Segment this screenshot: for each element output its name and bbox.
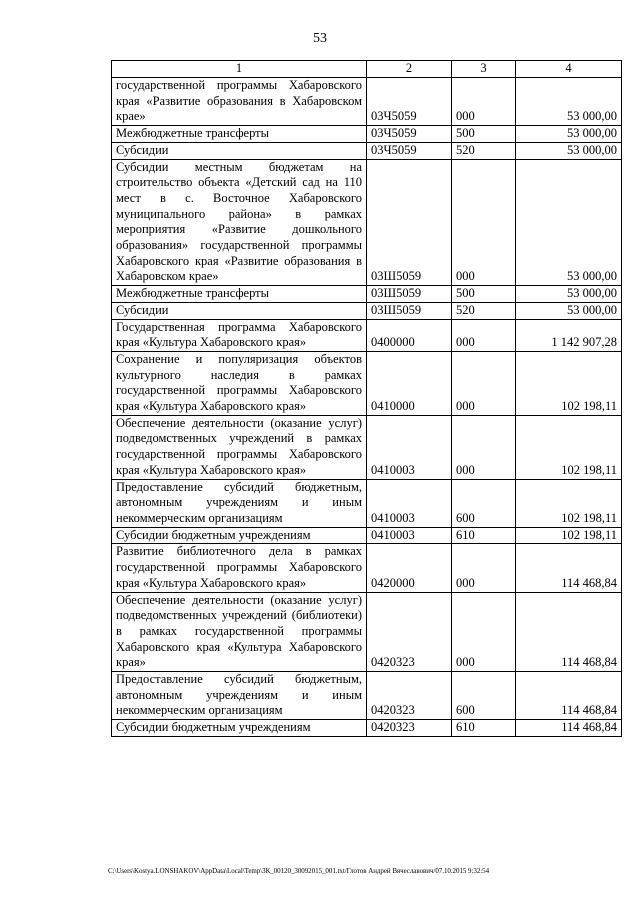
table-row — [112, 286, 622, 303]
row-amount: 53 000,00 — [516, 302, 622, 319]
row-amount: 53 000,00 — [516, 78, 622, 126]
row-expense-type: 520 — [452, 142, 516, 159]
budget-table — [111, 60, 622, 737]
row-amount: 114 468,84 — [516, 672, 622, 720]
row-amount: 102 198,11 — [516, 479, 622, 527]
row-expense-type: 600 — [452, 672, 516, 720]
table-row — [112, 351, 622, 415]
column-header-4: 4 — [516, 61, 622, 78]
row-target-code: 03Ш5059 — [367, 159, 452, 286]
table-row — [112, 159, 622, 286]
row-expense-type: 600 — [452, 479, 516, 527]
row-description: Предоставление субсидий бюджетным, автономным учреждениям и иным некоммерческим организациям — [112, 479, 367, 527]
row-target-code: 03Ч5059 — [367, 142, 452, 159]
row-expense-type: 000 — [452, 544, 516, 592]
row-expense-type: 610 — [452, 527, 516, 544]
table-row — [112, 78, 622, 126]
row-description: Государственная программа Хабаровского края «Культура Хабаровского края» — [112, 319, 367, 351]
row-expense-type: 000 — [452, 415, 516, 479]
row-target-code: 0420323 — [367, 592, 452, 672]
row-amount: 53 000,00 — [516, 159, 622, 286]
row-amount: 53 000,00 — [516, 286, 622, 303]
row-amount: 114 468,84 — [516, 720, 622, 737]
row-description: Межбюджетные трансферты — [112, 126, 367, 143]
row-amount: 114 468,84 — [516, 592, 622, 672]
row-amount: 1 142 907,28 — [516, 319, 622, 351]
row-expense-type: 000 — [452, 159, 516, 286]
row-description: Субсидии местным бюджетам на строительство объекта «Детский сад на 110 мест в с. Восточное Хабаровского муниципального района» в рамках мероприятия «Развитие дошкольного образования» государственной программы Хабаровского края «Развитие образования в Хабаровском крае» — [112, 159, 367, 286]
row-target-code: 03Ч5059 — [367, 78, 452, 126]
table-row — [112, 527, 622, 544]
row-expense-type: 000 — [452, 351, 516, 415]
table-row — [112, 142, 622, 159]
table-header-row — [112, 61, 622, 78]
footer-file-path: C:\Users\Kostya.LONSHAKOV\AppData\Local\Temp\3К_00120_30092015_001.txt/Глотов Андрей Вячеславович/07.10.2015 9:32:54 — [108, 867, 490, 875]
row-description: Обеспечение деятельности (оказание услуг) подведомственных учреждений в рамках государственной программы Хабаровского края «Культура Хабаровского края» — [112, 415, 367, 479]
row-expense-type: 000 — [452, 592, 516, 672]
table-row — [112, 415, 622, 479]
row-target-code: 0420323 — [367, 672, 452, 720]
row-expense-type: 500 — [452, 286, 516, 303]
row-description: Субсидии бюджетным учреждениям — [112, 527, 367, 544]
row-amount: 102 198,11 — [516, 351, 622, 415]
row-expense-type: 500 — [452, 126, 516, 143]
row-description: Межбюджетные трансферты — [112, 286, 367, 303]
row-target-code: 0400000 — [367, 319, 452, 351]
row-target-code: 03Ш5059 — [367, 302, 452, 319]
row-description: Предоставление субсидий бюджетным, автономным учреждениям и иным некоммерческим организациям — [112, 672, 367, 720]
row-target-code: 03Ч5059 — [367, 126, 452, 143]
column-header-2: 2 — [367, 61, 452, 78]
row-target-code: 0410003 — [367, 415, 452, 479]
table-row — [112, 479, 622, 527]
row-amount: 53 000,00 — [516, 142, 622, 159]
page-number: 53 — [313, 31, 327, 46]
table-row — [112, 319, 622, 351]
table-row — [112, 592, 622, 672]
row-target-code: 03Ш5059 — [367, 286, 452, 303]
row-description: Субсидии бюджетным учреждениям — [112, 720, 367, 737]
row-description: Обеспечение деятельности (оказание услуг) подведомственных учреждений (библиотеки) в рамках государственной программы Хабаровского края «Культура Хабаровского края» — [112, 592, 367, 672]
row-amount: 114 468,84 — [516, 544, 622, 592]
row-description: государственной программы Хабаровского края «Развитие образования в Хабаровском крае» — [112, 78, 367, 126]
row-amount: 102 198,11 — [516, 415, 622, 479]
row-description: Субсидии — [112, 142, 367, 159]
row-amount: 102 198,11 — [516, 527, 622, 544]
row-amount: 53 000,00 — [516, 126, 622, 143]
row-expense-type: 000 — [452, 319, 516, 351]
row-target-code: 0410003 — [367, 527, 452, 544]
row-target-code: 0410003 — [367, 479, 452, 527]
row-description: Субсидии — [112, 302, 367, 319]
column-header-3: 3 — [452, 61, 516, 78]
table-row — [112, 544, 622, 592]
row-description: Сохранение и популяризация объектов культурного наследия в рамках государственной программы Хабаровского края «Культура Хабаровского края» — [112, 351, 367, 415]
column-header-1: 1 — [112, 61, 367, 78]
row-description: Развитие библиотечного дела в рамках государственной программы Хабаровского края «Культура Хабаровского края» — [112, 544, 367, 592]
row-target-code: 0420000 — [367, 544, 452, 592]
table-body — [112, 78, 622, 737]
row-expense-type: 610 — [452, 720, 516, 737]
table-row — [112, 302, 622, 319]
table-row — [112, 126, 622, 143]
table-row — [112, 720, 622, 737]
row-target-code: 0410000 — [367, 351, 452, 415]
row-target-code: 0420323 — [367, 720, 452, 737]
table-row — [112, 672, 622, 720]
row-expense-type: 000 — [452, 78, 516, 126]
row-expense-type: 520 — [452, 302, 516, 319]
